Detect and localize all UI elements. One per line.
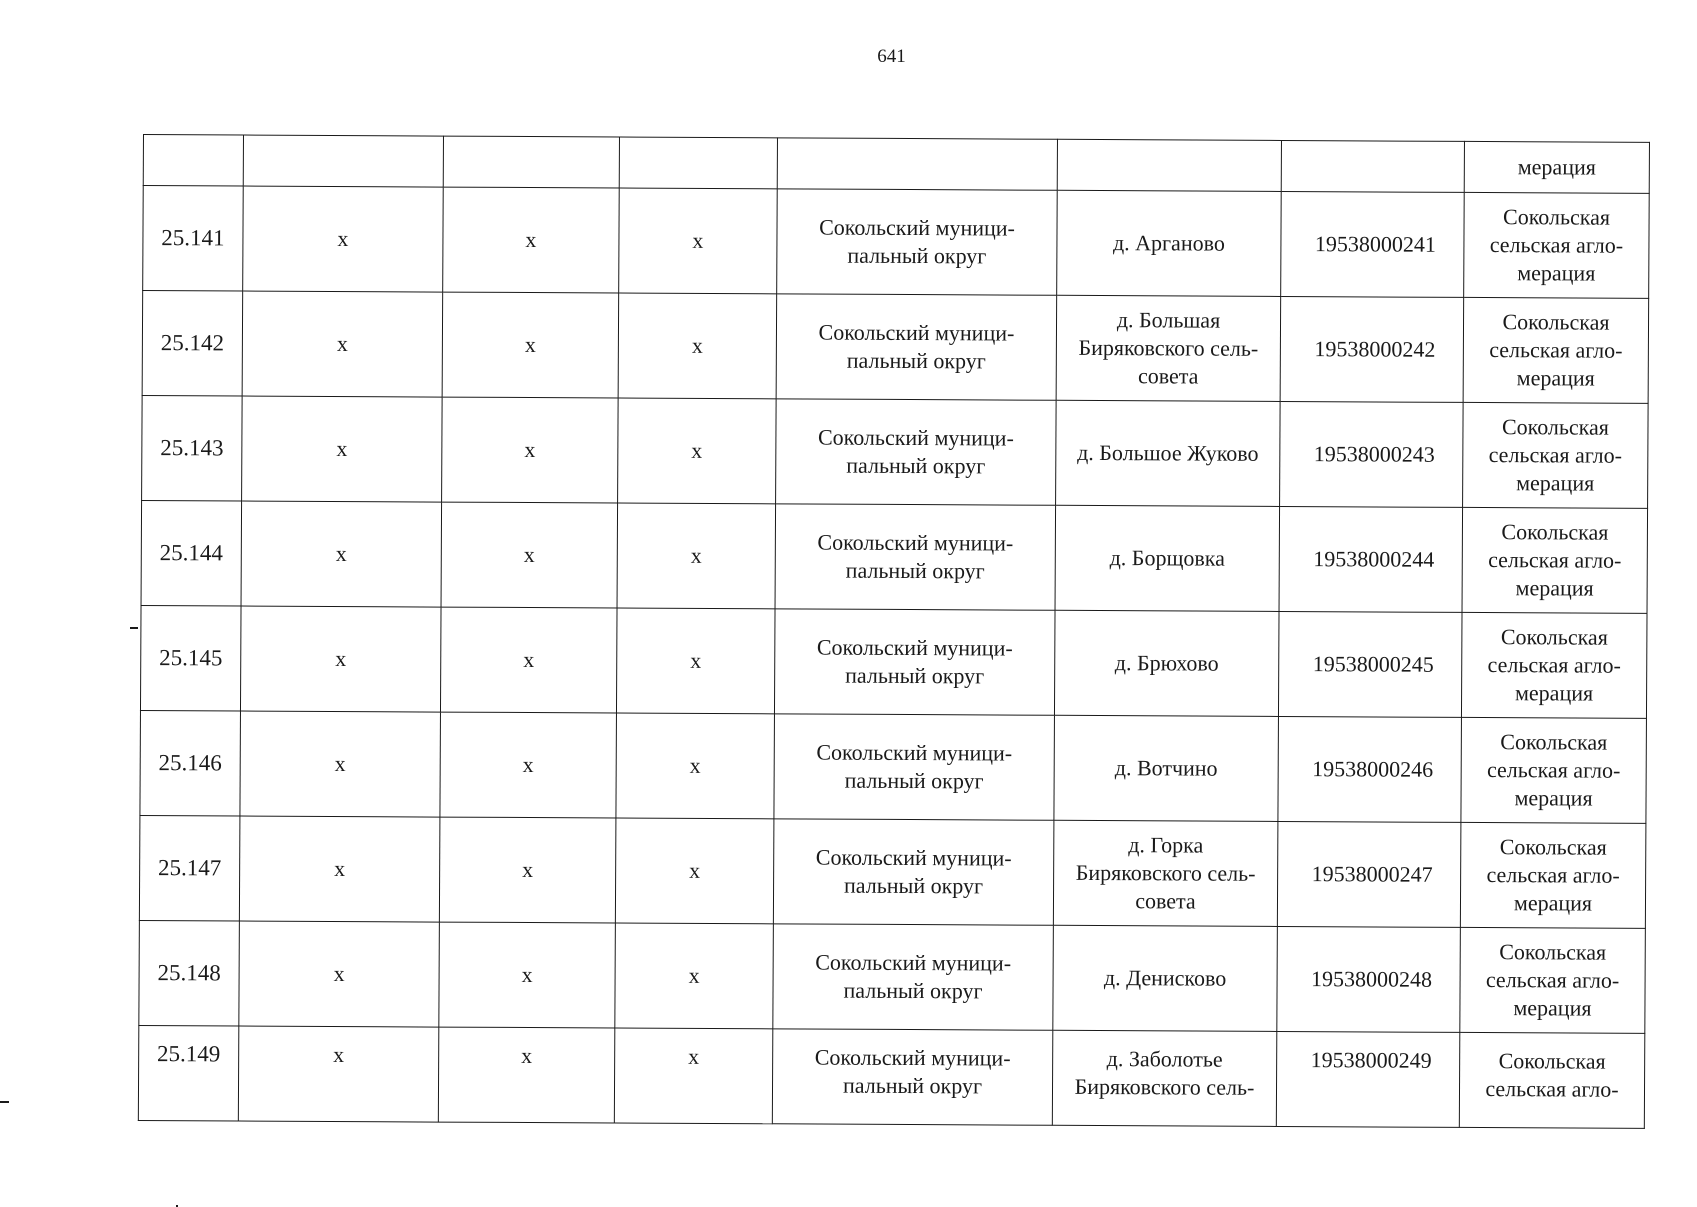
row-number-cell: 25.146	[140, 710, 241, 816]
header-cell	[1057, 139, 1281, 191]
mark-cell: х	[240, 711, 441, 817]
oktmo-code-cell: 19538000241	[1281, 191, 1465, 297]
row-number-cell: 25.145	[140, 605, 241, 711]
oktmo-code-cell: 19538000247	[1277, 821, 1461, 927]
scan-mark	[0, 1101, 9, 1103]
mark-cell: х	[239, 816, 440, 922]
table-row	[140, 710, 1647, 823]
agglomeration-cell: Сокольская сельская агло- мерация	[1464, 192, 1650, 298]
mark-cell: х	[240, 606, 441, 712]
page-number: 641	[877, 46, 906, 67]
mark-cell: х	[615, 818, 774, 924]
settlement-cell: д. Вотчино	[1054, 715, 1279, 821]
agglomeration-cell: Сокольская сельская агло-	[1459, 1032, 1644, 1128]
mark-cell: х	[442, 397, 619, 503]
mark-cell: х	[619, 188, 778, 294]
agglomeration-cell: Сокольская сельская агло- мерация	[1461, 612, 1647, 718]
header-cell	[243, 135, 443, 187]
row-number-cell: 25.141	[143, 186, 244, 292]
district-cell: Сокольский муници- пальный округ	[772, 1029, 1052, 1125]
settlement-cell: д. Горка Биряковского сель- совета	[1053, 820, 1278, 926]
row-number-cell: 25.149	[138, 1025, 238, 1121]
district-cell: Сокольский муници- пальный округ	[774, 609, 1055, 715]
mark-cell: х	[443, 187, 620, 293]
settlement-cell: д. Большое Жуково	[1056, 400, 1281, 506]
mark-cell: х	[439, 817, 616, 923]
header-cell	[443, 136, 619, 188]
header-cell	[619, 137, 777, 189]
agglomeration-cell: Сокольская сельская агло- мерация	[1463, 402, 1649, 508]
header-cell	[143, 135, 243, 187]
mark-cell: х	[614, 1028, 772, 1124]
mark-cell: х	[440, 712, 617, 818]
oktmo-code-cell: 19538000246	[1278, 716, 1462, 822]
oktmo-code-cell: 19538000248	[1277, 926, 1461, 1032]
settlement-cell: д. Брюхово	[1054, 610, 1279, 716]
mark-cell: х	[439, 922, 616, 1028]
document-table	[138, 134, 1650, 1129]
scan-mark	[130, 627, 138, 629]
agglomeration-cell: Сокольская сельская агло- мерация	[1460, 927, 1646, 1033]
mark-cell: х	[238, 1026, 438, 1122]
table-row	[139, 920, 1646, 1033]
row-number-cell: 25.142	[142, 291, 243, 397]
row-number-cell: 25.147	[139, 815, 240, 921]
settlement-cell: д. Арганово	[1057, 190, 1282, 296]
row-number-cell: 25.143	[142, 395, 243, 501]
mark-cell: х	[440, 607, 617, 713]
district-cell: Сокольский муници- пальный округ	[773, 924, 1054, 1030]
district-cell: Сокольский муници- пальный округ	[776, 294, 1057, 400]
row-number-cell: 25.148	[139, 920, 240, 1026]
table-body	[138, 135, 1649, 1129]
table-row	[142, 395, 1649, 508]
table-row	[141, 500, 1648, 613]
mark-cell: х	[616, 713, 775, 819]
oktmo-code-cell: 19538000242	[1280, 296, 1464, 402]
mark-cell: х	[242, 291, 443, 397]
oktmo-code-cell: 19538000245	[1278, 611, 1462, 717]
district-cell: Сокольский муници- пальный округ	[775, 504, 1056, 610]
continuation-header-row	[143, 135, 1649, 194]
oktmo-code-cell: 19538000249	[1276, 1031, 1459, 1127]
settlement-cell: д. Борщовка	[1055, 505, 1280, 611]
mark-cell: х	[618, 293, 777, 399]
oktmo-code-cell: 19538000243	[1280, 401, 1464, 507]
mark-cell: х	[242, 396, 443, 502]
mark-cell: х	[442, 292, 619, 398]
settlement-cell: д. Денисково	[1053, 925, 1278, 1031]
district-cell: Сокольский муници- пальный округ	[774, 714, 1055, 820]
district-cell: Сокольский муници- пальный округ	[776, 399, 1057, 505]
table-row	[140, 605, 1647, 718]
agglomeration-cell: Сокольская сельская агло- мерация	[1463, 297, 1649, 403]
table-row	[143, 186, 1650, 299]
header-cell	[1281, 140, 1464, 192]
table-row	[139, 815, 1646, 928]
agglomeration-cell: Сокольская сельская агло- мерация	[1461, 717, 1647, 823]
district-cell: Сокольский муници- пальный округ	[773, 819, 1054, 925]
oktmo-code-cell: 19538000244	[1279, 506, 1463, 612]
mark-cell: х	[615, 923, 774, 1029]
mark-cell: х	[618, 398, 777, 504]
mark-cell: х	[239, 921, 440, 1027]
agglomeration-cell: Сокольская сельская агло- мерация	[1462, 507, 1648, 613]
district-cell: Сокольский муници- пальный округ	[777, 189, 1058, 295]
agglomeration-cell: Сокольская сельская агло- мерация	[1460, 822, 1646, 928]
table-row	[138, 1025, 1644, 1128]
row-number-cell: 25.144	[141, 500, 242, 606]
settlement-cell: д. Большая Биряковского сель- совета	[1056, 295, 1281, 401]
settlement-cell: д. Заболотье Биряковского сель-	[1052, 1030, 1276, 1126]
mark-cell: х	[241, 501, 442, 607]
header-cell	[777, 138, 1057, 190]
mark-cell: х	[616, 608, 775, 714]
mark-cell: х	[243, 186, 444, 292]
header-cell-agglomeration: мерация	[1464, 141, 1649, 193]
table-row	[142, 291, 1649, 404]
mark-cell: х	[441, 502, 618, 608]
mark-cell: х	[617, 503, 776, 609]
mark-cell: х	[438, 1027, 614, 1123]
